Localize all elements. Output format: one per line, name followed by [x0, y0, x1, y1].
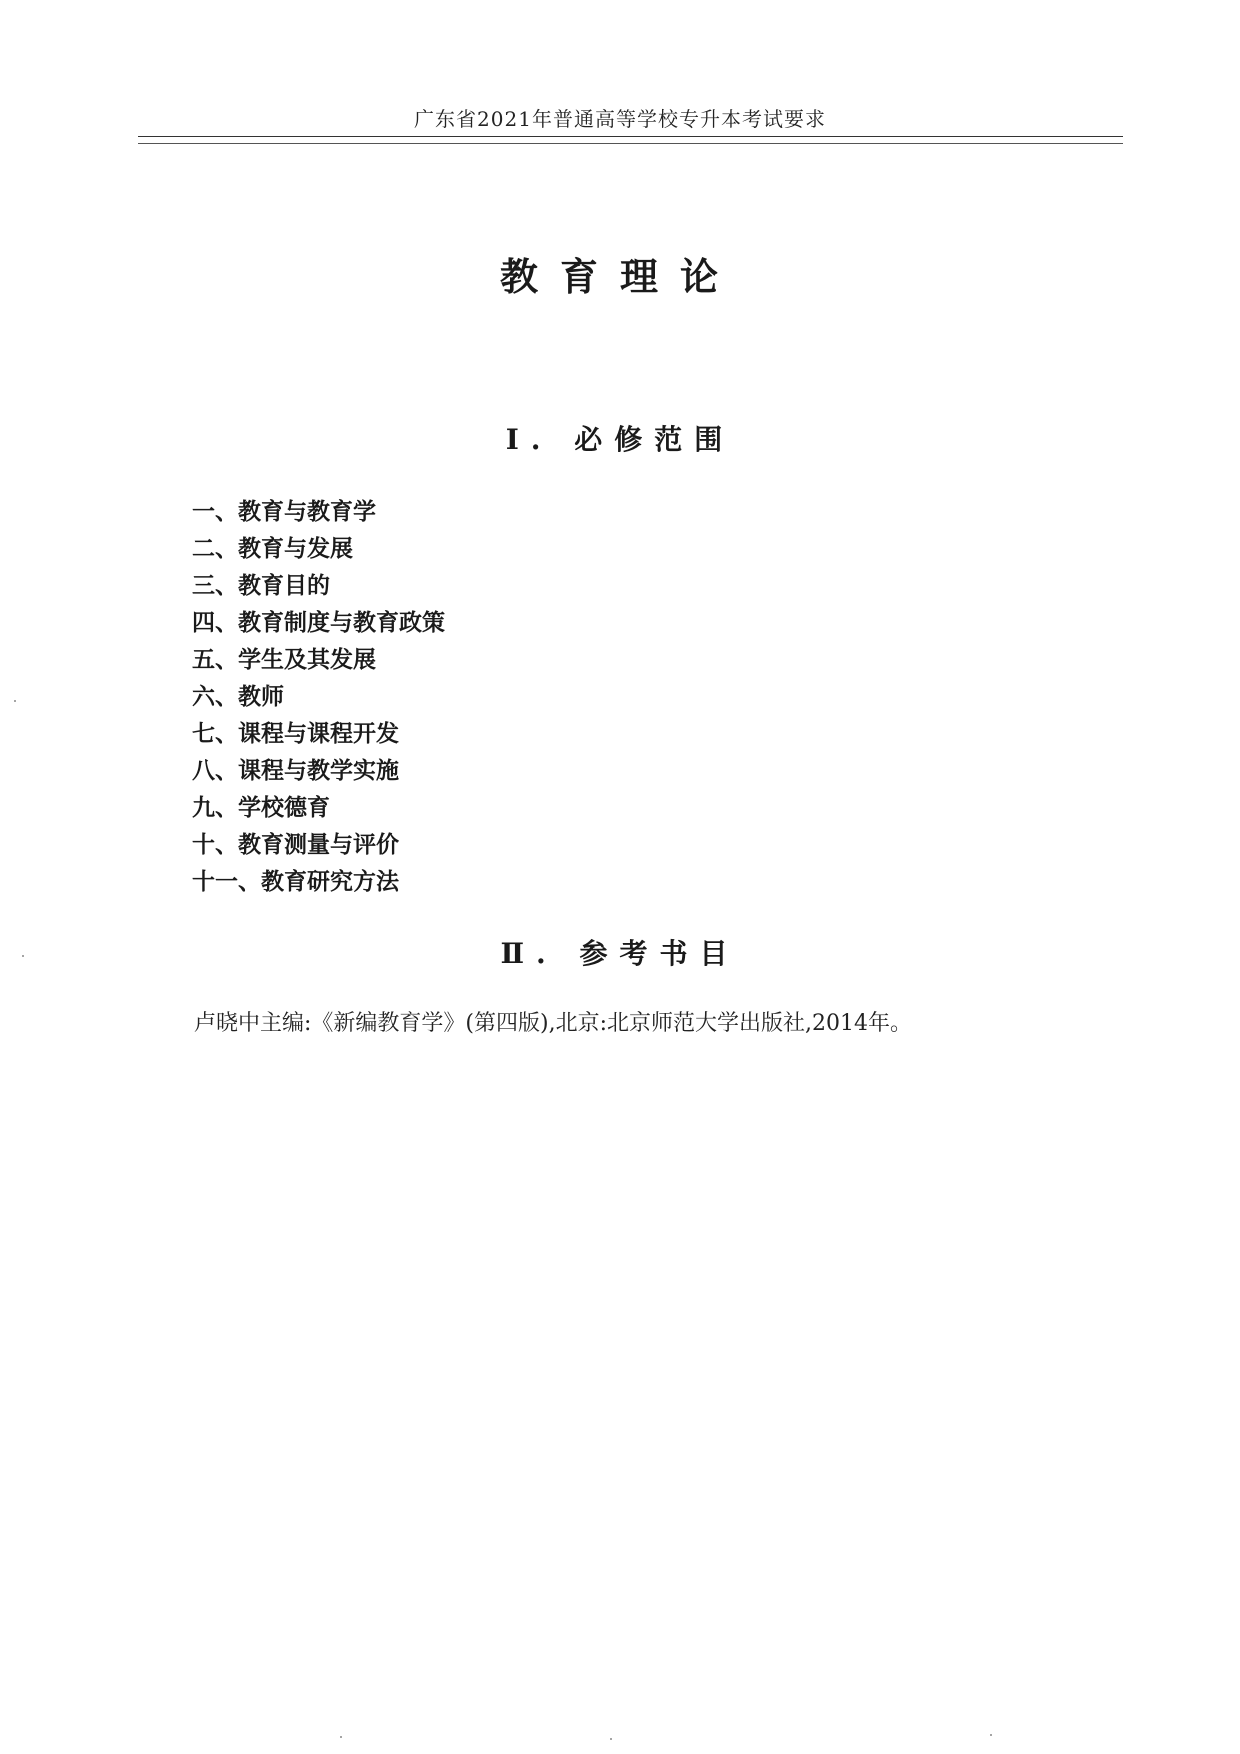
scan-speck — [22, 955, 24, 957]
scan-speck — [14, 700, 16, 702]
required-scope-list — [192, 494, 445, 901]
list-item: 十一、教育研究方法 — [192, 869, 399, 895]
list-item: 八、课程与教学实施 — [192, 758, 399, 784]
list-item: 六、教师 — [192, 684, 284, 710]
scan-speck — [990, 1734, 992, 1736]
list-item: 一、教育与教育学 — [192, 499, 376, 525]
scan-speck — [610, 1738, 612, 1740]
reference-entry: 卢晓中主编:《新编教育学》(第四版),北京:北京师范大学出版社,2014年。 — [194, 1011, 912, 1036]
list-item: 九、学校德育 — [192, 795, 330, 821]
list-item: 十、教育测量与评价 — [192, 832, 399, 858]
list-item: 三、教育目的 — [192, 573, 330, 599]
header-rule — [138, 136, 1123, 144]
list-item: 四、教育制度与教育政策 — [192, 610, 445, 636]
list-item: 七、课程与课程开发 — [192, 721, 399, 747]
section-heading-references: Ⅱ. 参考书目 — [500, 937, 740, 970]
list-item: 五、学生及其发展 — [192, 647, 376, 673]
list-item: 二、教育与发展 — [192, 536, 353, 562]
scan-speck — [340, 1736, 342, 1738]
document-title: 教育理论 — [499, 255, 740, 299]
running-header: 广东省2021年普通高等学校专升本考试要求 — [414, 107, 826, 131]
section-heading-required-scope: Ⅰ. 必修范围 — [505, 423, 735, 456]
